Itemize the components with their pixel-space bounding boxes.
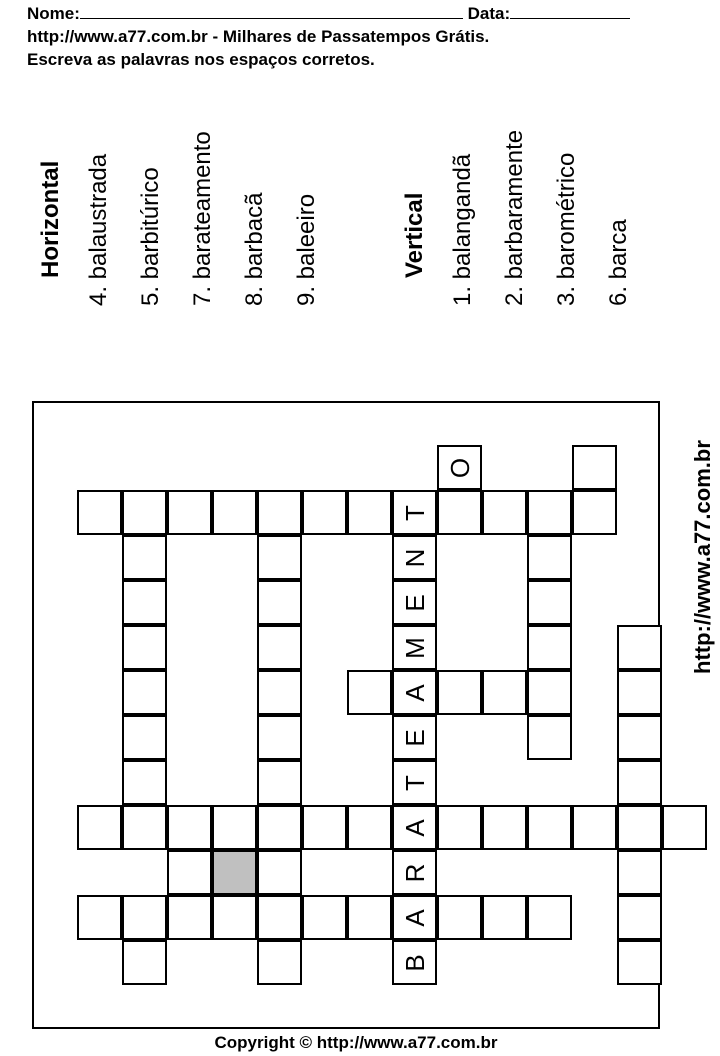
grid-cell[interactable] [167,850,212,895]
grid-cell[interactable] [122,670,167,715]
grid-cell[interactable] [302,490,347,535]
grid-cell[interactable] [392,805,437,850]
horizontal-clue: 7. barateamento [189,131,216,306]
grid-letter: R [399,863,430,882]
grid-cell[interactable] [482,895,527,940]
horizontal-clue: 9. baleeiro [293,193,320,306]
grid-cell[interactable] [392,715,437,760]
grid-letter: E [399,728,430,747]
nome-blank[interactable] [80,3,463,19]
data-label: Data: [467,4,511,23]
grid-cell[interactable] [167,895,212,940]
name-date-line [27,3,630,24]
grid-cell[interactable] [167,490,212,535]
nome-label: Nome: [27,4,80,23]
vertical-clue: 1. balangandã [449,153,476,306]
grid-cell[interactable] [482,490,527,535]
grid-cell[interactable] [167,805,212,850]
grid-cell[interactable] [392,490,437,535]
grid-cell[interactable] [527,670,572,715]
grid-cell[interactable] [257,625,302,670]
grid-cell[interactable] [437,895,482,940]
grid-cell[interactable] [437,445,482,490]
vertical-clue: 3. barométrico [553,152,580,306]
grid-cell[interactable] [392,625,437,670]
grid-cell[interactable] [392,580,437,625]
grid-cell[interactable] [527,580,572,625]
grid-cell[interactable] [617,760,662,805]
grid-cell[interactable] [572,490,617,535]
grid-cell[interactable] [257,535,302,580]
horizontal-clue: 5. barbitúrico [137,167,164,306]
horizontal-clue: 8. barbacã [241,192,268,306]
grid-cell[interactable] [122,940,167,985]
grid-cell[interactable] [437,805,482,850]
grid-cell[interactable] [122,535,167,580]
grid-cell[interactable] [437,670,482,715]
grid-cell[interactable] [122,625,167,670]
grid-cell[interactable] [572,445,617,490]
grid-cell[interactable] [302,895,347,940]
grid-cell[interactable] [392,760,437,805]
grid-cell[interactable] [257,715,302,760]
side-url: http://www.a77.com.br [690,440,715,674]
grid-cell[interactable] [617,895,662,940]
copyright: Copyright © http://www.a77.com.br [214,1033,498,1052]
grid-cell[interactable] [257,490,302,535]
vertical-clue: 2. barbaramente [501,129,528,306]
grid-cell[interactable] [302,805,347,850]
grid-cell[interactable] [617,805,662,850]
grid-letter: A [399,818,430,837]
grid-letter: A [399,908,430,927]
grid-cell[interactable] [527,535,572,580]
grid-cell[interactable] [527,715,572,760]
grid-cell[interactable] [122,580,167,625]
site-line: http://www.a77.com.br - Milhares de Passatempos Grátis. [27,27,490,46]
grid-cell[interactable] [482,805,527,850]
grid-cell[interactable] [482,670,527,715]
grid-cell[interactable] [212,490,257,535]
grid-cell[interactable] [662,805,707,850]
grid-cell[interactable] [617,715,662,760]
grid-cell[interactable] [392,670,437,715]
grid-cell[interactable] [347,490,392,535]
instruction-line: Escreva as palavras nos espaços corretos. [27,50,375,69]
grid-cell[interactable] [257,895,302,940]
grid-cell[interactable] [257,850,302,895]
grid-cell[interactable] [212,895,257,940]
horizontal-title: Horizontal [37,160,64,278]
grid-letter: O [444,457,475,478]
grid-cell[interactable] [347,670,392,715]
grid-cell[interactable] [617,850,662,895]
grid-letter: E [399,593,430,612]
grid-cell[interactable] [77,490,122,535]
grid-cell[interactable] [212,850,257,895]
grid-cell[interactable] [347,895,392,940]
grid-letter: T [399,504,430,521]
grid-cell[interactable] [257,760,302,805]
grid-letter: M [399,636,430,659]
grid-cell[interactable] [617,625,662,670]
grid-cell[interactable] [527,490,572,535]
grid-cell[interactable] [392,940,437,985]
grid-cell[interactable] [617,940,662,985]
grid-cell[interactable] [257,805,302,850]
grid-cell[interactable] [257,580,302,625]
horizontal-clue: 4. balaustrada [85,153,112,306]
grid-letter: B [399,953,430,972]
grid-letter: T [399,774,430,791]
grid-cell[interactable] [77,805,122,850]
grid-cell[interactable] [122,490,167,535]
grid-cell[interactable] [257,940,302,985]
grid-cell[interactable] [122,805,167,850]
grid-cell[interactable] [257,670,302,715]
grid-cell[interactable] [527,895,572,940]
vertical-title: Vertical [401,192,428,278]
grid-cell[interactable] [617,670,662,715]
grid-cell[interactable] [77,895,122,940]
grid-letter: N [399,548,430,567]
grid-cell[interactable] [347,805,392,850]
grid-cell[interactable] [392,895,437,940]
grid-cell[interactable] [527,805,572,850]
grid-cell[interactable] [122,895,167,940]
grid-cell[interactable] [392,535,437,580]
data-blank[interactable] [510,3,630,19]
grid-cell[interactable] [122,760,167,805]
grid-cell[interactable] [212,805,257,850]
grid-letter: A [399,683,430,702]
vertical-clue: 6. barca [605,219,632,306]
grid-cell[interactable] [572,805,617,850]
grid-cell[interactable] [392,850,437,895]
grid-cell[interactable] [437,490,482,535]
grid-cell[interactable] [122,715,167,760]
grid-cell[interactable] [527,625,572,670]
